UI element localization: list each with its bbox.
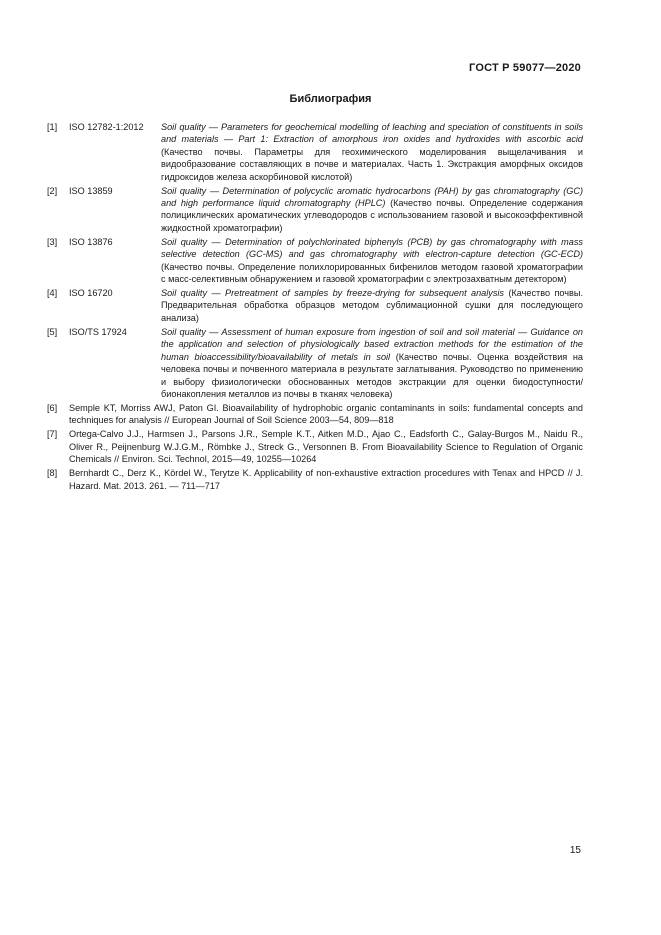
reference-standard: ISO 12782-1:2012 [69, 122, 144, 132]
reference-title-en: Soil quality — Determination of polycyclic aromatic hydrocarbons (PAH) by gas chromatography (GC) and high performance liquid chromatography (HPLC) [161, 185, 583, 209]
reference-title-ru: (Качество почвы. Оценка воздействия на человека почвы и почвенного материала в результате заглатывания. Руководство по применению и выбору физиологически обоснованных методов экстракции для оценки биодоступности/бионакопления металлов из почвы в тканях человека) [161, 351, 583, 399]
reference-number: [3] [47, 236, 58, 247]
reference-number: [7] [47, 429, 58, 440]
reference-title-ru: (Качество почвы. Предварительная обработка образцов методом сублимационной сушки для последующего анализа) [161, 288, 583, 323]
reference-title-ru: (Качество почвы. Определение содержания полициклических ароматических углеводородов с использованием газовой и высокоэффективной жидкостной хроматографии) [161, 198, 583, 233]
reference-item [47, 236, 583, 286]
reference-number: [5] [47, 326, 58, 337]
reference-text: Semple KT, Morriss AWJ, Paton GI. Bioavailability of hydrophobic organic contaminants in soils: fundamental concepts and techniques for analysis // European Journal of Soil Science 2003—54, 809—818 [69, 402, 583, 426]
reference-standard: ISO/TS 17924 [69, 326, 127, 337]
reference-number: [2] [47, 185, 58, 196]
reference-title-ru: (Качество почвы. Параметры для геохимического моделирования выщелачивания и видообразование составляющих в почве и материалах. Часть 1. Экстракция аморфных оксидов гидроксидов железа аскорбиновой кислотой) [161, 146, 583, 182]
reference-title-en: Soil quality — Parameters for geochemical modelling of leaching and speciation of constituents in soils and materials — Part 1: Extraction of amorphous iron oxides and hydroxides with ascorbic acid [161, 122, 583, 145]
reference-number: [8] [47, 468, 58, 479]
reference-item [47, 287, 583, 324]
reference-number: [1] [47, 122, 58, 132]
reference-title-en: Soil quality — Assessment of human exposure from ingestion of soil and soil material — Guidance on the application and selection of physiologically based extraction methods for the estimation of the human bioaccessibility/bioavailability of metals in soil [161, 326, 583, 362]
bibliography-list [47, 121, 583, 494]
reference-standard: ISO 13876 [69, 236, 113, 247]
reference-body [161, 121, 583, 183]
reference-standard: ISO 13859 [69, 185, 113, 196]
reference-body [161, 236, 583, 286]
reference-body [161, 326, 583, 400]
reference-title-en: Soil quality — Pretreatment of samples by freeze-drying for subsequent analysis [161, 288, 504, 299]
reference-item [47, 326, 583, 400]
reference-number: [4] [47, 288, 58, 299]
section-title: Библиография [289, 93, 372, 105]
reference-item [47, 185, 583, 235]
reference-body [161, 287, 583, 324]
reference-title-en: Soil quality — Determination of polychlorinated biphenyls (PCB) by gas chromatography with mass selective detection (GC-MS) and gas chromatography with electron-capture detection (GC-ECD) [161, 236, 583, 260]
standard-code: ГОСТ Р 59077—2020 [469, 62, 581, 74]
page-number: 15 [569, 845, 581, 856]
reference-item [47, 402, 583, 427]
reference-number: [6] [47, 402, 58, 413]
reference-body [161, 185, 583, 235]
reference-item [47, 428, 583, 465]
reference-text: Ortega-Calvo J.J., Harmsen J., Parsons J.R., Semple K.T., Aitken M.D., Ajao C., Eadsforth C., Galay-Burgos M., Naidu R., Oliver R., Peijnenburg W.J.G.M., Römbke J., Streck G., Versonnen B. From Bioavailability Science to Regulation of Organic Chemicals // Environ. Sci. Technol, 2015—49, 10255—10264 [69, 429, 583, 465]
reference-standard: ISO 16720 [69, 288, 113, 299]
reference-item [47, 467, 583, 492]
reference-item [47, 121, 583, 183]
reference-text: Bernhardt C., Derz K., Kördel W., Terytze K. Applicability of non-exhaustive extraction procedures with Tenax and HPCD // J. Hazard. Mat. 2013. 261. — 711—717 [69, 468, 583, 491]
reference-title-ru: (Качество почвы. Определение полихлорированных бифенилов методом газовой хроматографии с масс-селективным обнаружением и газовой хроматографии с электрозахватным детектором) [161, 261, 583, 285]
